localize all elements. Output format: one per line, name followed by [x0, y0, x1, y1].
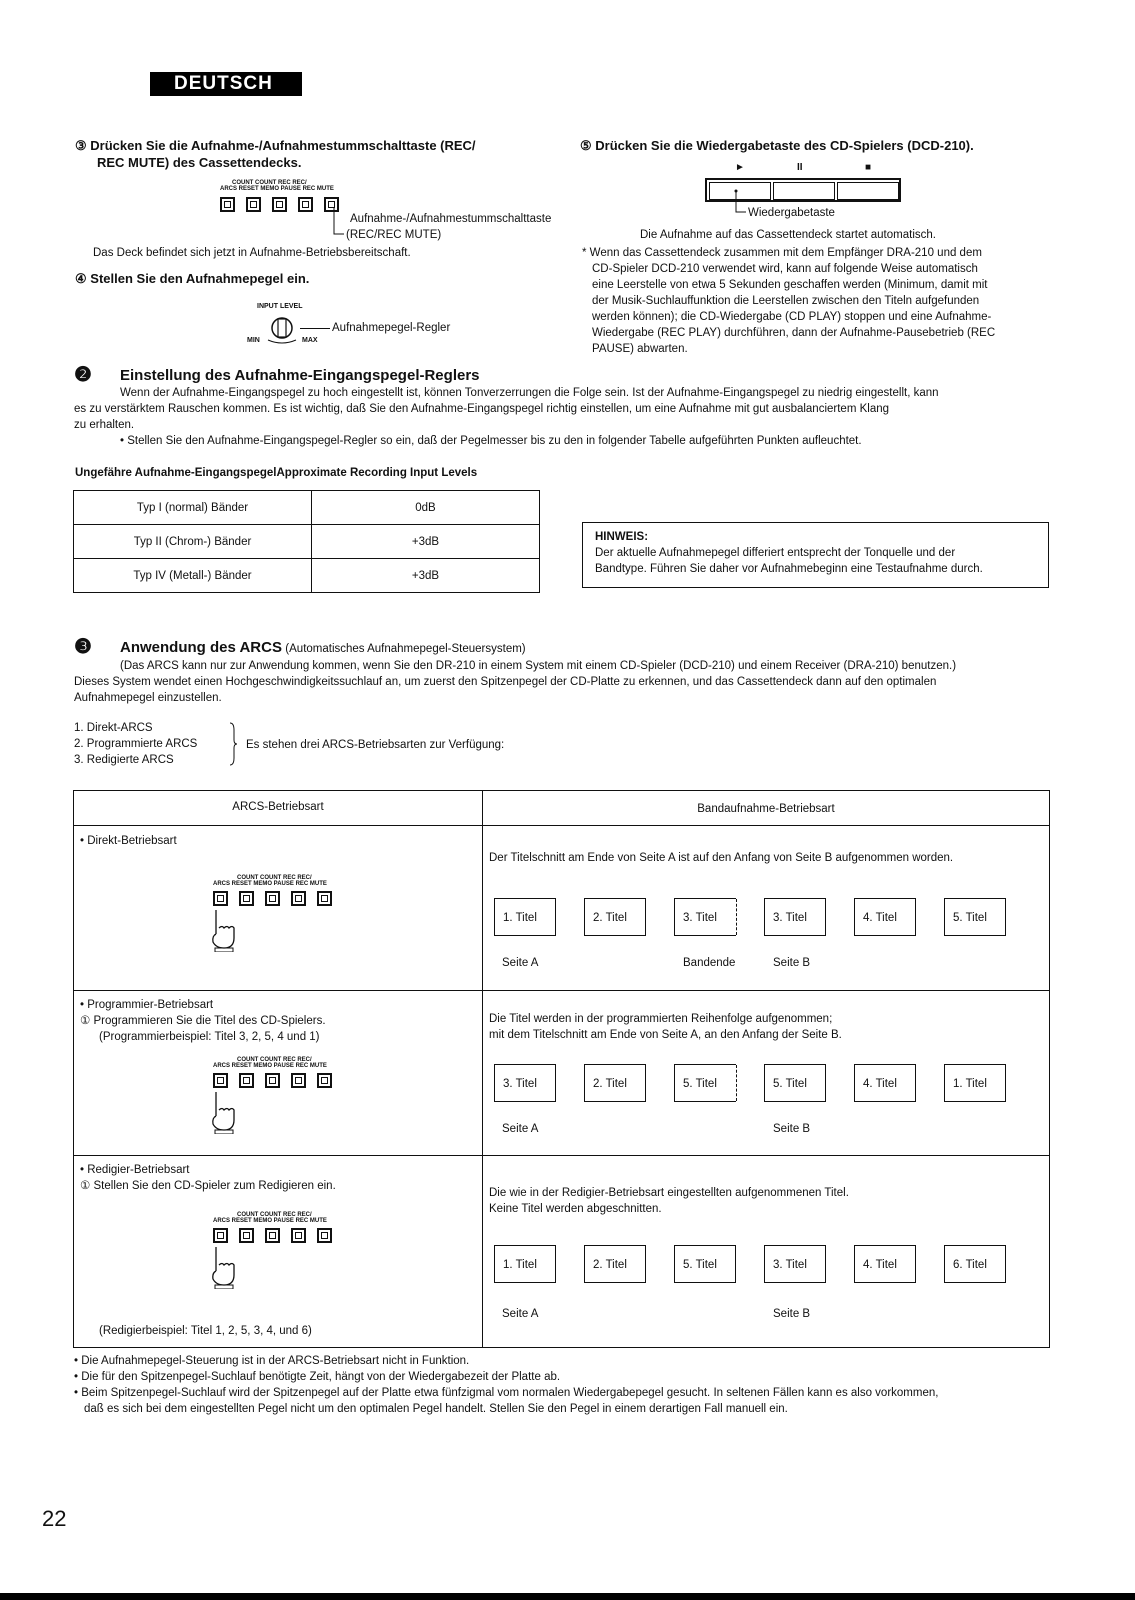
arcs-key[interactable] [220, 197, 235, 212]
cut-marker [736, 899, 737, 935]
section2-number: ❷ [74, 364, 92, 386]
side-a-label: Seite A [502, 1123, 539, 1135]
arcs-table-header-1: ARCS-Betriebsart [73, 790, 483, 826]
count-memo-key[interactable] [265, 1228, 280, 1243]
rec-mute-key[interactable] [317, 1228, 332, 1243]
rec-mute-callout: Aufnahme-/Aufnahmestummschalttaste [350, 213, 552, 225]
title-box: 4. Titel [854, 898, 916, 936]
arcs-modes-note: Es stehen drei ARCS-Betriebsarten zur Verfügung: [246, 739, 505, 751]
arcs-mode-list: 1. Direkt-ARCS 2. Programmierte ARCS 3. Redigierte ARCS [74, 722, 198, 766]
prog-deck-buttons: COUNT COUNT REC REC/ ARCS RESET MEMO PAUSE REC MUTE [213, 1057, 363, 1091]
callout-line [300, 328, 330, 329]
prog-desc-1: Die Titel werden in der programmierten Reihenfolge aufgenommen; [489, 1013, 833, 1025]
section3-paragraph: (Das ARCS kann nur zur Anwendung kommen, wenn Sie den DR-210 in einem System mit einem CD-Spieler (DCD-210) und einem Receiver (DRA-210) benutzen.) Dieses System wendet einen Hochgeschwindigkeitssuchlauf an, um zuerst den Spitzenpegel der CD-Platte zu erkennen, und das Cassettendeck dann auf den optimalen Aufnahmepegel einzustellen. [74, 660, 957, 704]
footnotes: • Die Aufnahmepegel-Steuerung ist in der ARCS-Betriebsart nicht in Funktion. • Die für den Spitzenpegel-Suchlauf benötigte Zeit, hängt von der Wiedergabezeit der Platte ab. • Beim Spitzenpegel-Suchlauf wird der Spitzenpegel auf der Platte etwa fünfzigmal vom normalen Wiedergabepegel gesucht. In seltenen Fällen kann es also vorkommen, daß es sich bei dem eingestellten Pegel nicht um den optimalen Pegel handelt. Stellen Sie den Pegel in einem derartigen Fall manuell ein. [74, 1355, 939, 1415]
edit-example: (Redigierbeispiel: Titel 1, 2, 5, 3, 4, und 6) [99, 1325, 312, 1337]
title-box: 3. Titel [674, 898, 736, 936]
note-box: HINWEIS: Der aktuelle Aufnahmepegel differiert entsprecht der Tonquelle und der Bandtype. Führen Sie daher vor Aufnahmebeginn eine Testaufnahme durch. [582, 522, 1049, 588]
knob-max-label: MAX [302, 337, 318, 344]
brace-icon [228, 722, 238, 766]
side-a-label: Seite A [502, 957, 539, 969]
deck-buttons: COUNT COUNT REC REC/ ARCS RESET MEMO PAUSE REC MUTE [220, 180, 370, 217]
play-callout: Wiedergabetaste [748, 207, 835, 219]
section-label: DEUTSCH [150, 72, 302, 96]
hand-pointer-icon [210, 908, 238, 952]
prog-desc-2: mit dem Titelschnitt am Ende von Seite A, an den Anfang der Seite B. [489, 1029, 842, 1041]
arcs-key[interactable] [213, 1228, 228, 1243]
hand-pointer-icon [210, 1245, 238, 1289]
rec-pause-key[interactable] [291, 1228, 306, 1243]
section3-number: ❸ [74, 636, 92, 658]
title-box: 5. Titel [764, 1064, 826, 1102]
title-box: 3. Titel [764, 1245, 826, 1283]
bottom-border [0, 1593, 1135, 1600]
rec-mute-key[interactable] [317, 1073, 332, 1088]
step5-desc: Die Aufnahme auf das Cassettendeck startet automatisch. [640, 229, 936, 241]
count-reset-key[interactable] [239, 1073, 254, 1088]
step3-title: ③ Drücken Sie die Aufnahme-/Aufnahmestummschalttaste (REC/ REC MUTE) des Cassettendecks. [75, 138, 476, 170]
rec-mute-callout-2: (REC/REC MUTE) [346, 229, 442, 241]
title-box: 1. Titel [494, 898, 556, 936]
page-number: 22 [42, 1506, 67, 1531]
side-b-label: Seite B [773, 1308, 811, 1320]
side-b-label: Seite B [773, 957, 811, 969]
edit-desc-2: Keine Titel werden abgeschnitten. [489, 1203, 662, 1215]
edit-desc-1: Die wie in der Redigier-Betriebsart eingestellten aufgenommenen Titel. [489, 1187, 849, 1199]
title-box: 4. Titel [854, 1064, 916, 1102]
stop-icon: ■ [865, 162, 872, 173]
arcs-key[interactable] [213, 891, 228, 906]
side-a-label: Seite A [502, 1308, 539, 1320]
rec-pause-key[interactable] [291, 891, 306, 906]
direct-desc: Der Titelschnitt am Ende von Seite A ist auf den Anfang von Seite B aufgenommen worden. [489, 852, 954, 864]
edit-step: ① Stellen Sie den CD-Spieler zum Redigieren ein. [80, 1180, 336, 1192]
title-box: 3. Titel [764, 898, 826, 936]
title-box: 5. Titel [674, 1064, 736, 1102]
prog-step: ① Programmieren Sie die Titel des CD-Spielers. [80, 1015, 326, 1027]
step3-desc: Das Deck befindet sich jetzt in Aufnahme-Betriebsbereitschaft. [93, 247, 411, 259]
rec-mute-key[interactable] [317, 891, 332, 906]
title-box: 5. Titel [674, 1245, 736, 1283]
title-box: 2. Titel [584, 1064, 646, 1102]
prog-example: (Programmierbeispiel: Titel 3, 2, 5, 4 und 1) [99, 1031, 320, 1043]
count-reset-key[interactable] [239, 1228, 254, 1243]
count-reset-key[interactable] [239, 891, 254, 906]
tape-end-label: Bandende [683, 957, 736, 969]
table-row: Typ II (Chrom-) Bänder +3dB [74, 525, 540, 559]
pause-button[interactable] [773, 182, 835, 200]
title-box: 2. Titel [584, 898, 646, 936]
title-box: 4. Titel [854, 1245, 916, 1283]
count-memo-key[interactable] [265, 891, 280, 906]
section2-paragraph: Wenn der Aufnahme-Eingangspegel zu hoch eingestellt ist, können Tonverzerrungen die Folge sein. Ist der Aufnahme-Eingangspegel zu niedrig eingestellt, kann es zu verstärktem Rauschen kommen. Es ist wichtig, daß Sie den Aufnahme-Eingangspegel richtig einstellen, um eine Aufnahme mit gut ausbalanciertem Klang zu erhalten. • Stellen Sie den Aufnahme-Eingangspegel-Regler so ein, daß der Pegelmesser bis zu den in folgender Tabelle aufgeführten Punkten aufleuchtet. [74, 387, 939, 447]
step5-note: * Wenn das Cassettendeck zusammen mit dem Empfänger DRA-210 und dem CD-Spieler DCD-210 verwendet wird, kann auf folgende Weise automatisch eine Leerstelle von etwa 5 Sekunden geschaffen werden (Minimum, damit mit der Musik-Suchlauffunktion die Leerstellen zwischen den Titeln aufgefunden werden können); die CD-Wiedergabe (CD PLAY) stoppen und eine Aufnahme- Wiedergabe (REC PLAY) durchführen, dann der Aufnahme-Pausebetrieb (REC PAUSE) abwarten. [582, 247, 996, 355]
section2-title: Einstellung des Aufnahme-Eingangspegel-Reglers [120, 367, 480, 384]
title-box: 5. Titel [944, 898, 1006, 936]
count-reset-key[interactable] [246, 197, 261, 212]
prog-mode-label: • Programmier-Betriebsart [80, 999, 214, 1011]
count-memo-key[interactable] [272, 197, 287, 212]
cut-marker [736, 1065, 737, 1101]
knob-min-label: MIN [247, 337, 260, 344]
rec-pause-key[interactable] [291, 1073, 306, 1088]
play-icon: ► [735, 162, 745, 173]
arcs-table-header-2: Bandaufnahme-Betriebsart [482, 790, 1050, 826]
input-level-knob-icon[interactable] [262, 314, 302, 344]
table-row: Typ IV (Metall-) Bänder +3dB [74, 559, 540, 593]
count-memo-key[interactable] [265, 1073, 280, 1088]
direct-deck-buttons: COUNT COUNT REC REC/ ARCS RESET MEMO PAUSE REC MUTE [213, 875, 363, 909]
hand-pointer-icon [210, 1090, 238, 1134]
rec-pause-key[interactable] [298, 197, 313, 212]
section3-title: Anwendung des ARCS (Automatisches Aufnahmepegel-Steuersystem) [120, 639, 526, 656]
edit-mode-label: • Redigier-Betriebsart [80, 1164, 190, 1176]
level-table-title: Ungefähre Aufnahme-EingangspegelApproximate Recording Input Levels [75, 467, 478, 479]
step5-title: ⑤ Drücken Sie die Wiedergabetaste des CD-Spielers (DCD-210). [580, 138, 974, 153]
pause-icon: II [797, 162, 803, 173]
input-level-label: INPUT LEVEL [257, 303, 303, 310]
side-b-label: Seite B [773, 1123, 811, 1135]
arcs-key[interactable] [213, 1073, 228, 1088]
edit-deck-buttons: COUNT COUNT REC REC/ ARCS RESET MEMO PAUSE REC MUTE [213, 1212, 363, 1246]
title-box: 1. Titel [944, 1064, 1006, 1102]
table-row: Typ I (normal) Bänder 0dB [74, 491, 540, 525]
title-box: 6. Titel [944, 1245, 1006, 1283]
knob-callout: Aufnahmepegel-Regler [332, 322, 451, 334]
title-box: 2. Titel [584, 1245, 646, 1283]
title-box: 1. Titel [494, 1245, 556, 1283]
step4-title: ④ Stellen Sie den Aufnahmepegel ein. [75, 271, 310, 286]
stop-button[interactable] [837, 182, 899, 200]
direct-mode-label: • Direkt-Betriebsart [80, 835, 177, 847]
title-box: 3. Titel [494, 1064, 556, 1102]
level-table [73, 490, 540, 593]
